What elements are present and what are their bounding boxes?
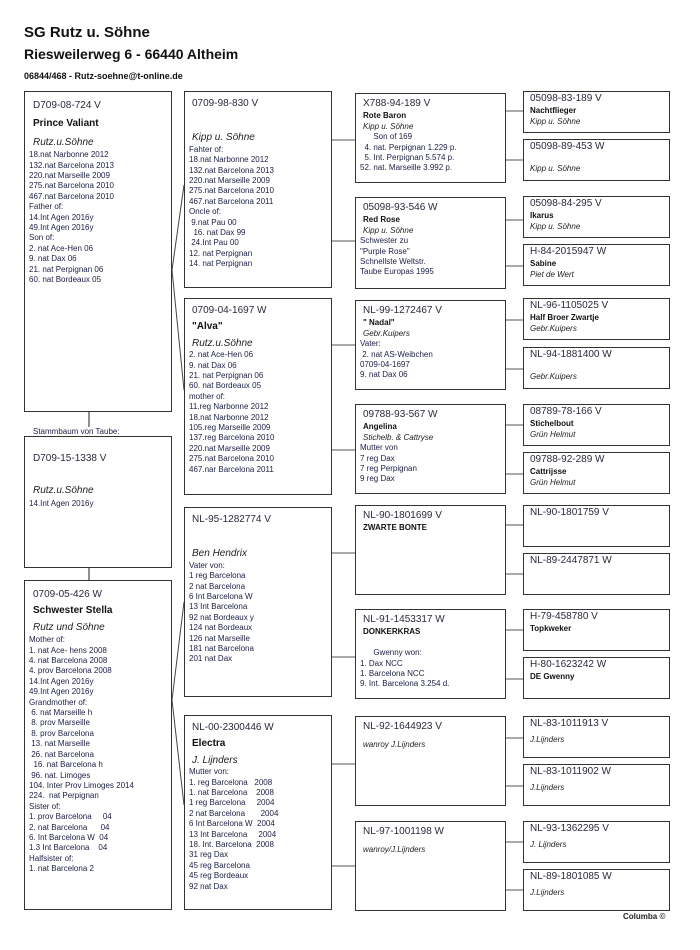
result-line: 1. nat Barcelona 2 <box>29 864 94 874</box>
breeder-label: Grün Helmut <box>530 477 576 487</box>
result-line: 9.nat Pau 00 <box>189 217 237 227</box>
result-line: 12. nat Perpignan <box>189 248 253 258</box>
pedigree-card-ff[interactable] <box>184 91 332 288</box>
ring-number: 0709-05-426 W <box>33 589 102 600</box>
breeder-label: J.Lijnders <box>530 888 565 898</box>
result-line: 1 reg Barcelona <box>189 571 246 581</box>
breeder-label: Ben Hendrix <box>192 548 248 560</box>
ring-number: NL-00-2300446 W <box>192 722 274 733</box>
result-line: 9. nat Dax 06 <box>189 360 237 370</box>
result-line: 467.nat Barcelona 2010 <box>29 191 114 201</box>
breeder-label: Stichelb. & Cattryse <box>363 432 434 442</box>
result-line: Gwenny won: <box>360 648 422 658</box>
pedigree-card-mfmm[interactable] <box>523 657 670 699</box>
breeder-label: Kipp u. Söhne <box>363 225 414 235</box>
result-line: 13 Int Barcelona 2004 <box>189 829 277 839</box>
result-line: 52. nat. Marseille 3.992 p. <box>360 163 453 173</box>
pedigree-card-mother[interactable] <box>24 580 172 910</box>
pigeon-name <box>530 362 665 372</box>
result-line: 124 nat Bordeaux <box>189 623 253 633</box>
result-line: 9. Int. Barcelona 3.254 d. <box>360 679 450 689</box>
result-line: 26. nat Barcelona <box>29 749 94 759</box>
result-line: 13 Int Barcelona <box>189 602 248 612</box>
result-line: 1. nat Barcelona 2008 <box>189 788 274 798</box>
breeder-contact: 06844/468 - Rutz-soehne@t-online.de <box>24 71 183 81</box>
result-line: 275.nat Barcelona 2010 <box>189 454 274 464</box>
pedigree-card-fm[interactable] <box>184 298 332 495</box>
pigeon-name: Rote Baron <box>363 111 407 121</box>
pigeon-name: Electra <box>192 738 226 750</box>
result-line: 181 nat Barcelona <box>189 644 254 654</box>
result-line: Schnellste Weltstr. <box>360 257 426 267</box>
ring-number: H-80-1623242 W <box>530 659 607 670</box>
result-line: 220.nat Marseille 2009 <box>29 171 110 181</box>
pedigree-card-fmfm[interactable] <box>523 347 670 389</box>
result-line: 132.nat Barcelona 2013 <box>189 165 274 175</box>
result-line: 16. nat Dax 99 <box>189 228 246 238</box>
pedigree-card-mm[interactable] <box>184 715 332 910</box>
pedigree-card-ffmm[interactable] <box>523 244 670 286</box>
pedigree-card-mmmf[interactable] <box>523 821 670 863</box>
ring-number: 08789-78-166 V <box>530 406 602 417</box>
breeder-label: Piet de Wert <box>530 269 574 279</box>
result-line: 1.3 Int Barcelona 04 <box>29 843 108 853</box>
result-line: 7 reg Perpignan <box>360 464 417 474</box>
breeder-label: Kipp u. Söhne <box>530 116 581 126</box>
result-line: 49.Int Agen 2016y <box>29 223 94 233</box>
result-line: Fahter of: <box>189 144 224 154</box>
ring-number: X788-94-189 V <box>363 98 431 109</box>
result-line: 45 reg Bordeaux <box>189 871 249 881</box>
result-line: 60. nat Bordeaux 05 <box>29 275 102 285</box>
result-line: 31 reg Dax <box>189 850 229 860</box>
ring-number: NL-90-1801699 V <box>363 510 442 521</box>
pigeon-name: Red Rose <box>363 215 400 225</box>
result-line: 45 reg Barcelona <box>189 860 250 870</box>
breeder-label: Kipp u. Söhne <box>363 121 414 131</box>
result-line: Oncle of: <box>189 207 222 217</box>
result-line: 220.nat Marseille 2009 <box>189 176 270 186</box>
result-line: 92 nat Dax <box>189 881 228 891</box>
breeder-label: Gebr.Kuipers <box>363 328 410 338</box>
result-line: 275.nat Barcelona 2010 <box>29 181 114 191</box>
breeder-label: wanroy J.Lijnders <box>363 740 426 750</box>
ring-number: NL-90-1801759 V <box>530 507 609 518</box>
ring-number: NL-83-1011913 V <box>530 718 609 729</box>
result-line: 96. nat. Limoges <box>29 770 91 780</box>
pedigree-legend: Stammbaum von Taube: <box>30 427 123 436</box>
result-line: 60. nat Bordeaux 05 <box>189 381 262 391</box>
pedigree-card-mmm[interactable] <box>355 821 506 911</box>
ring-number: NL-96-1105025 V <box>530 300 609 311</box>
breeder-label: Gebr.Kuipers <box>530 372 577 382</box>
ring-number: 05098-89-453 W <box>530 141 605 152</box>
result-line: 18.nat Narbonne 2012 <box>189 412 269 422</box>
result-line: Vater: <box>360 339 381 349</box>
pigeon-name: Stichelbout <box>530 419 574 429</box>
pigeon-name: Prince Valiant <box>33 118 99 130</box>
result-line: Father of: <box>29 202 64 212</box>
result-line: 14.Int Agen 2016y <box>29 212 94 222</box>
pedigree-card-mmmm[interactable] <box>523 869 670 911</box>
result-line: 6 Int Barcelona W <box>189 592 253 602</box>
result-line: 7 reg Dax <box>360 453 395 463</box>
ring-number: NL-93-1362295 V <box>530 823 609 834</box>
result-line: 2 nat Barcelona <box>189 581 246 591</box>
breeder-label: Grün Helmut <box>530 429 576 439</box>
result-line: 49.Int Agen 2016y <box>29 687 94 697</box>
result-line: 92 nat Bordeaux y <box>189 612 254 622</box>
result-line: Schwester zu <box>360 236 409 246</box>
result-line: Son of 169 <box>360 132 413 142</box>
pedigree-card-ffff[interactable] <box>523 91 670 133</box>
pedigree-card-fmmm[interactable] <box>523 452 670 494</box>
result-line: 11.reg Narbonne 2012 <box>189 402 269 412</box>
result-line: Sister of: <box>29 801 61 811</box>
result-line: 1. reg Barcelona 2008 <box>189 777 273 787</box>
result-line: 1. nat Ace- hens 2008 <box>29 645 107 655</box>
result-line: Taube Europas 1995 <box>360 267 434 277</box>
copyright-footer: Columba © <box>623 912 666 921</box>
pedigree-card-fff[interactable] <box>355 93 506 183</box>
pigeon-name <box>530 154 665 164</box>
breeder-label: Rutz.u.Söhne <box>33 136 94 148</box>
ring-number: 05098-93-546 W <box>363 202 438 213</box>
result-line: "Purple Rose" <box>360 246 410 256</box>
breeder-label: J.Lijnders <box>530 783 565 793</box>
ring-number: 09788-93-567 W <box>363 409 438 420</box>
pedigree-card-fmff[interactable] <box>523 298 670 340</box>
pedigree-card-mfff[interactable] <box>523 505 670 547</box>
result-line: 6. Int Barcelona W 04 <box>29 832 109 842</box>
result-line: Son of: <box>29 233 55 243</box>
result-line: 2 nat Barcelona 2004 <box>189 808 279 818</box>
breeder-label: J. Lijnders <box>530 840 567 850</box>
pedigree-card-mmf[interactable] <box>355 716 506 806</box>
pigeon-name: DONKERKRAS <box>363 627 421 637</box>
result-line: 18.nat Narbonne 2012 <box>29 150 109 160</box>
result-line: 1 reg Barcelona 2004 <box>189 798 275 808</box>
ring-number: NL-92-1644923 V <box>363 721 442 732</box>
result-line: 0709-04-1697 <box>360 360 410 370</box>
breeder-label: Gebr.Kuipers <box>530 323 577 333</box>
breeder-name: SG Rutz u. Söhne <box>24 24 150 41</box>
ring-number: 05098-83-189 V <box>530 93 602 104</box>
result-line: 2. nat Ace-Hen 06 <box>189 350 254 360</box>
ring-number: 0709-04-1697 W <box>192 305 267 316</box>
pedigree-card-subject[interactable] <box>24 436 172 568</box>
result-line: 1. Barcelona NCC <box>360 669 425 679</box>
pigeon-name: Sabine <box>530 259 557 269</box>
result-line: 4. nat. Perpignan 1.229 p. <box>360 142 457 152</box>
pedigree-card-mfmf[interactable] <box>523 609 670 651</box>
breeder-label: Kipp u. Söhne <box>530 164 581 174</box>
pigeon-name: ZWARTE BONTE <box>363 523 427 533</box>
breeder-label: Rutz.u.Söhne <box>33 485 94 497</box>
breeder-label: wanroy/J.Lijnders <box>363 845 426 855</box>
pigeon-name: " Nadal" <box>363 318 395 328</box>
result-line: 126 nat Marseille <box>189 633 250 643</box>
result-line: 4. nat Barcelona 2008 <box>29 656 108 666</box>
ring-number: NL-99-1272467 V <box>363 305 442 316</box>
result-line: 14.Int Agen 2016y <box>29 498 94 508</box>
ring-number: 05098-84-295 V <box>530 198 602 209</box>
breeder-label: Kipp u. Söhne <box>530 221 581 231</box>
pigeon-name: Half Broer Zwartje <box>530 313 599 323</box>
pedigree-card-mffm[interactable] <box>523 553 670 595</box>
breeder-label: Rutz.u.Söhne <box>192 337 253 349</box>
result-line: Grandmother of: <box>29 697 88 707</box>
breeder-address: Riesweilerweg 6 - 66440 Altheim <box>24 46 239 62</box>
pedigree-card-fmf[interactable] <box>355 300 506 390</box>
result-line: Mother of: <box>29 635 66 645</box>
ring-number: D709-08-724 V <box>33 100 101 111</box>
pigeon-name: "Alva" <box>192 321 223 333</box>
result-line: 2. nat AS-Weibchen <box>360 349 433 359</box>
pedigree-card-fmmf[interactable] <box>523 404 670 446</box>
breeder-label: Rutz und Söhne <box>33 621 105 633</box>
ring-number: NL-91-1453317 W <box>363 614 445 625</box>
result-line: 467.nar Barcelona 2011 <box>189 464 274 474</box>
result-line: mother of: <box>189 391 226 401</box>
results-list <box>29 635 167 874</box>
result-line: Mutter von: <box>189 767 230 777</box>
result-line: 201 nat Dax <box>189 654 233 664</box>
pigeon-name: DE Gwenny <box>530 672 575 682</box>
result-line: 14.Int Agen 2016y <box>29 676 94 686</box>
result-line: 104. Inter Prov Limoges 2014 <box>29 780 134 790</box>
result-line: 224. nat Perpignan <box>29 791 99 801</box>
result-line: 220.nat Marseille 2009 <box>189 443 270 453</box>
result-line: 18. Int. Barcelona 2008 <box>189 840 274 850</box>
ring-number: H-79-458780 V <box>530 611 598 622</box>
result-line: 275.nat Barcelona 2010 <box>189 186 274 196</box>
ring-number: NL-97-1001198 W <box>363 826 444 837</box>
ring-number: 0709-98-830 V <box>192 98 259 109</box>
result-line: 21. nat Perpignan 06 <box>29 264 104 274</box>
result-line: Vater von: <box>189 560 225 570</box>
pigeon-name: Ikarus <box>530 211 554 221</box>
pedigree-card-mff[interactable] <box>355 505 506 595</box>
ring-number: NL-94-1881400 W <box>530 349 612 360</box>
result-line: 8. prov Barcelona <box>29 728 94 738</box>
results-list <box>29 150 167 285</box>
result-line: Halfsister of: <box>29 853 74 863</box>
pedigree-card-mmfm[interactable] <box>523 764 670 806</box>
ring-number: NL-83-1011902 W <box>530 766 611 777</box>
result-line: 2. nat Barcelona 04 <box>29 822 110 832</box>
breeder-label: Kipp u. Söhne <box>192 132 255 144</box>
pedigree-card-fmm[interactable] <box>355 404 506 494</box>
result-line: 6 Int Barcelona W 2004 <box>189 819 275 829</box>
result-line: Mutter von <box>360 443 398 453</box>
result-line: 8. prov Marseille <box>29 718 90 728</box>
result-line: 1. Dax NCC <box>360 658 403 668</box>
ring-number: 09788-92-289 W <box>530 454 605 465</box>
pedigree-card-mmff[interactable] <box>523 716 670 758</box>
ring-number: D709-15-1338 V <box>33 453 107 464</box>
result-line <box>360 638 501 648</box>
result-line: 2. nat Ace-Hen 06 <box>29 243 94 253</box>
result-line: 5. Int. Perpignan 5.574 p. <box>360 153 455 163</box>
result-line: 467.nat Barcelona 2011 <box>189 196 274 206</box>
breeder-label: J. Lijnders <box>192 754 238 766</box>
result-line: 13. nat Marseille <box>29 739 90 749</box>
pigeon-name: Nachtflieger <box>530 106 577 116</box>
result-line: 9. nat Dax 06 <box>29 254 77 264</box>
result-line: 1. prov Barcelona 04 <box>29 812 112 822</box>
pedigree-card-ffmf[interactable] <box>523 196 670 238</box>
breeder-label: J.Lijnders <box>530 735 565 745</box>
result-line: 4. prov Barcelona 2008 <box>29 666 112 676</box>
pedigree-card-ffm[interactable] <box>355 197 506 289</box>
pigeon-name: Angelina <box>363 422 397 432</box>
pigeon-name: Schwester Stella <box>33 605 113 617</box>
result-line: 9. nat Dax 06 <box>360 370 408 380</box>
result-line: 14. nat Perpignan <box>189 259 253 269</box>
ring-number: NL-89-1801085 W <box>530 871 612 882</box>
ring-number: NL-89-2447871 W <box>530 555 612 566</box>
result-line: 18.nat Narbonne 2012 <box>189 155 269 165</box>
pedigree-card-mf[interactable] <box>184 507 332 697</box>
result-line: 137.reg Barcelona 2010 <box>189 433 275 443</box>
result-line: 24.Int Pau 00 <box>189 238 239 248</box>
result-line: 16. nat Barcelona h <box>29 760 103 770</box>
ring-number: NL-95-1282774 V <box>192 514 271 525</box>
pedigree-card-fffm[interactable] <box>523 139 670 181</box>
pigeon-name: Cattrijsse <box>530 467 567 477</box>
pedigree-card-mfm[interactable] <box>355 609 506 699</box>
result-line: 6. nat Marseille h <box>29 708 93 718</box>
result-line: 9 reg Dax <box>360 474 395 484</box>
pedigree-card-father[interactable] <box>24 91 172 412</box>
result-line: 132.nat Barcelona 2013 <box>29 160 114 170</box>
pigeon-name: Topkweker <box>530 624 572 634</box>
ring-number: H-84-2015947 W <box>530 246 607 257</box>
result-line: 105.reg Marseille 2009 <box>189 423 271 433</box>
result-line: 21. nat Perpignan 06 <box>189 371 264 381</box>
